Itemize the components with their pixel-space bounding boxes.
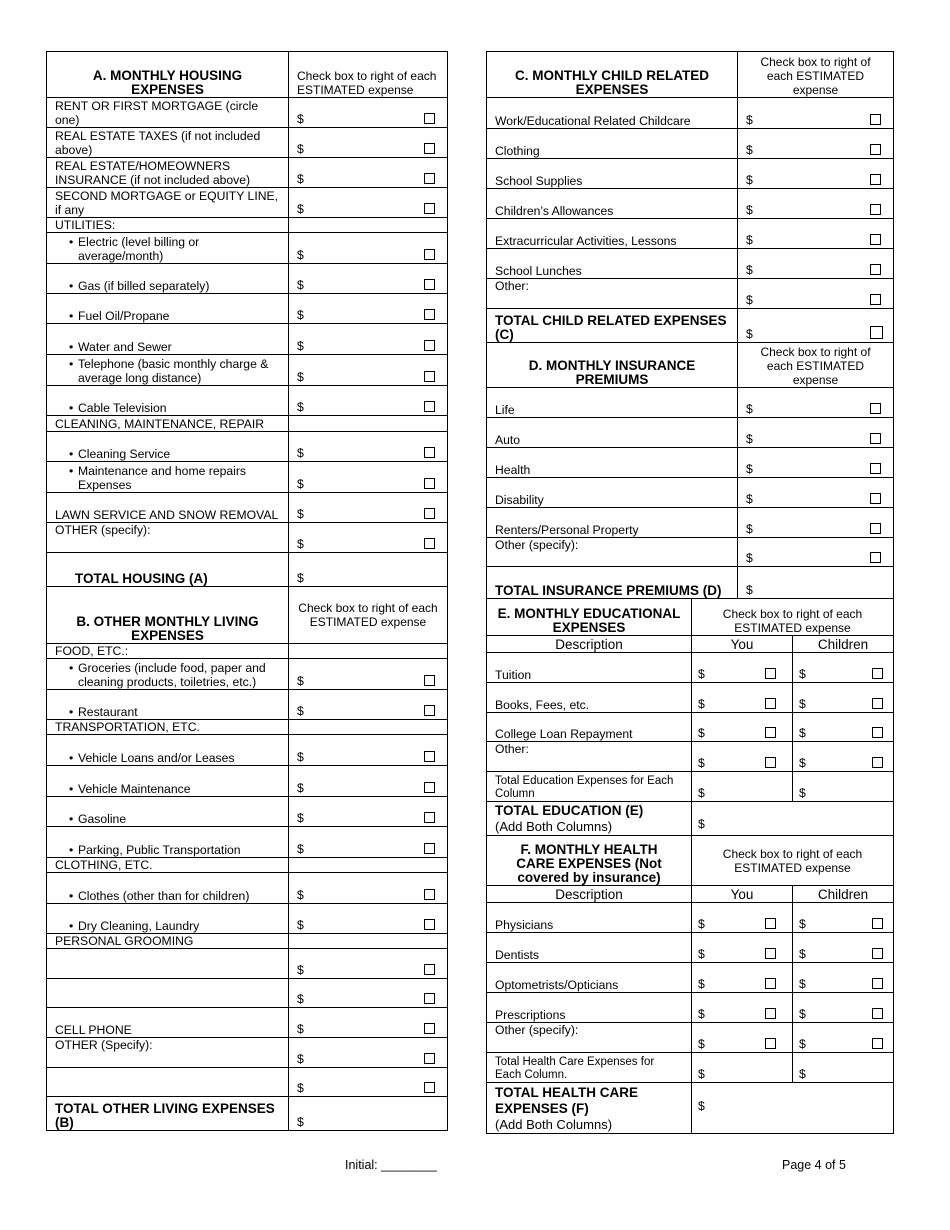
estimate-checkbox[interactable] <box>765 1038 776 1049</box>
estimate-checkbox[interactable] <box>424 371 435 382</box>
amount-children[interactable]: $ <box>793 713 894 742</box>
row-label: Optometrists/Opticians <box>487 963 692 993</box>
amount-cell[interactable]: $ <box>289 324 448 355</box>
amount-cell[interactable]: $ <box>738 98 894 129</box>
row-label: Total Education Expenses for Each Column <box>487 772 692 802</box>
row-label: PERSONAL GROOMING <box>47 934 289 949</box>
section-e-table <box>486 598 894 836</box>
amount-cell[interactable]: $ <box>289 233 448 264</box>
estimate-checkbox[interactable] <box>870 433 881 444</box>
amount-cell[interactable]: $ <box>738 279 894 309</box>
amount-you[interactable]: $ <box>692 993 793 1023</box>
row-label: Work/Educational Related Childcare <box>487 98 738 129</box>
col-children: Children <box>793 886 894 903</box>
estimate-checkbox[interactable] <box>765 978 776 989</box>
row-label: Clothing <box>487 129 738 159</box>
estimate-checkbox[interactable] <box>424 508 435 519</box>
total-child-related: TOTAL CHILD RELATED EXPENSES (C) <box>487 309 738 343</box>
row-label: CELL PHONE <box>47 1008 289 1038</box>
column-total-children[interactable]: $ <box>793 1053 894 1083</box>
estimate-checkbox[interactable] <box>765 1008 776 1019</box>
section-a-table <box>46 51 448 587</box>
row-label: Tuition <box>487 653 692 683</box>
row-label: SECOND MORTGAGE or EQUITY LINE, if any <box>47 188 289 218</box>
amount-children[interactable]: $ <box>793 993 894 1023</box>
amount-cell[interactable]: $ <box>289 1038 448 1068</box>
amount-you[interactable]: $ <box>692 742 793 772</box>
amount-cell[interactable]: $ <box>289 766 448 797</box>
total-health-care: TOTAL HEALTH CARE EXPENSES (F) (Add Both Columns) <box>487 1083 692 1134</box>
amount-cell[interactable]: $ <box>289 462 448 493</box>
estimate-checkbox[interactable] <box>872 918 883 929</box>
row-label: TRANSPORTATION, ETC. <box>47 720 289 735</box>
amount-cell[interactable]: $ <box>289 979 448 1008</box>
estimate-checkbox[interactable] <box>424 249 435 260</box>
row-label: Dentists <box>487 933 692 963</box>
row-label: Auto <box>487 418 738 448</box>
row-label: OTHER (specify): <box>47 523 289 553</box>
amount-children[interactable]: $ <box>793 933 894 963</box>
amount-cell[interactable]: $ <box>289 690 448 720</box>
estimate-checkbox[interactable] <box>870 552 881 563</box>
estimate-checkbox[interactable] <box>765 727 776 738</box>
row-label: • Cable Television <box>47 386 289 416</box>
total-other-living: TOTAL OTHER LIVING EXPENSES (B) <box>47 1097 289 1131</box>
amount-cell[interactable]: $ <box>289 873 448 904</box>
estimate-checkbox[interactable] <box>870 294 881 305</box>
estimate-checkbox[interactable] <box>424 751 435 762</box>
row-label: • Groceries (include food, paper and cleaning products, toiletries, etc.) <box>47 659 289 690</box>
estimate-checkbox[interactable] <box>424 1053 435 1064</box>
row-label <box>47 1068 289 1097</box>
row-label: Extracurricular Activities, Lessons <box>487 219 738 249</box>
col-description: Description <box>487 636 692 653</box>
estimate-checkbox[interactable] <box>870 264 881 275</box>
page-number: Page 4 of 5 <box>782 1158 846 1172</box>
row-label: • Clothes (other than for children) <box>47 873 289 904</box>
estimate-checkbox[interactable] <box>424 173 435 184</box>
estimate-checkbox[interactable] <box>872 1008 883 1019</box>
total-housing: TOTAL HOUSING (A) <box>47 553 289 587</box>
row-label: • Water and Sewer <box>47 324 289 355</box>
row-label: Total Health Care Expenses for Each Column. <box>487 1053 692 1083</box>
amount-cell[interactable]: $ <box>289 355 448 386</box>
total-amount-cell[interactable]: $ <box>738 567 894 599</box>
estimate-checkbox[interactable] <box>872 978 883 989</box>
empty-cell <box>289 934 448 949</box>
total-amount-cell[interactable]: $ <box>692 1083 894 1134</box>
estimate-checkbox[interactable] <box>872 727 883 738</box>
amount-cell[interactable]: $ <box>738 478 894 508</box>
total-amount-cell[interactable]: $ <box>692 802 894 836</box>
estimate-checkbox[interactable] <box>424 143 435 154</box>
estimate-checkbox[interactable] <box>870 523 881 534</box>
col-you: You <box>692 886 793 903</box>
row-label: Children’s Allowances <box>487 189 738 219</box>
estimate-checkbox[interactable] <box>424 919 435 930</box>
row-label: CLOTHING, ETC. <box>47 858 289 873</box>
estimate-checkbox[interactable] <box>424 309 435 320</box>
amount-children[interactable]: $ <box>793 742 894 772</box>
row-label: Life <box>487 388 738 418</box>
row-label: LAWN SERVICE AND SNOW REMOVAL <box>47 493 289 523</box>
section-a-note: Check box to right of each ESTIMATED expense <box>289 52 448 98</box>
row-label <box>47 949 289 979</box>
initial-line[interactable]: Initial: ________ <box>345 1158 437 1172</box>
amount-cell[interactable]: $ <box>738 249 894 279</box>
amount-cell[interactable]: $ <box>289 264 448 294</box>
row-label: Other (specify): <box>487 538 738 567</box>
section-d-table <box>486 342 894 599</box>
estimate-checkbox[interactable] <box>765 918 776 929</box>
estimate-checkbox[interactable] <box>424 964 435 975</box>
estimate-checkbox[interactable] <box>765 948 776 959</box>
row-label: RENT OR FIRST MORTGAGE (circle one) <box>47 98 289 128</box>
amount-cell[interactable]: $ <box>289 949 448 979</box>
amount-cell[interactable]: $ <box>289 188 448 218</box>
row-label: Disability <box>487 478 738 508</box>
estimate-checkbox[interactable] <box>424 538 435 549</box>
amount-cell[interactable]: $ <box>738 508 894 538</box>
total-amount-cell[interactable]: $ <box>289 553 448 587</box>
estimate-checkbox[interactable] <box>872 948 883 959</box>
column-total-you[interactable]: $ <box>692 1053 793 1083</box>
amount-you[interactable]: $ <box>692 683 793 713</box>
estimate-checkbox[interactable] <box>872 757 883 768</box>
section-f-note: Check box to right of each ESTIMATED expense <box>692 836 894 886</box>
amount-cell[interactable]: $ <box>738 219 894 249</box>
estimate-checkbox[interactable] <box>765 757 776 768</box>
estimate-checkbox[interactable] <box>870 326 883 339</box>
row-label: FOOD, ETC.: <box>47 644 289 659</box>
estimate-checkbox[interactable] <box>765 668 776 679</box>
row-label: Other: <box>487 279 738 309</box>
row-label: Renters/Personal Property <box>487 508 738 538</box>
amount-you[interactable]: $ <box>692 933 793 963</box>
estimate-checkbox[interactable] <box>424 113 435 124</box>
row-label: REAL ESTATE TAXES (if not included above) <box>47 128 289 158</box>
estimate-checkbox[interactable] <box>424 279 435 290</box>
row-label: Physicians <box>487 903 692 933</box>
amount-cell[interactable]: $ <box>738 159 894 189</box>
amount-you[interactable]: $ <box>692 1023 793 1053</box>
total-amount-cell[interactable]: $ <box>738 309 894 343</box>
section-a-title: A. MONTHLY HOUSING EXPENSES <box>47 52 289 98</box>
empty-cell <box>289 644 448 659</box>
estimate-checkbox[interactable] <box>424 843 435 854</box>
estimate-checkbox[interactable] <box>424 447 435 458</box>
row-label: • Telephone (basic monthly charge & average long distance) <box>47 355 289 386</box>
right-column <box>486 51 894 1134</box>
amount-cell[interactable]: $ <box>289 294 448 324</box>
amount-cell[interactable]: $ <box>289 1008 448 1038</box>
total-insurance: TOTAL INSURANCE PREMIUMS (D) <box>487 567 738 599</box>
total-amount-cell[interactable]: $ <box>289 1097 448 1131</box>
amount-you[interactable]: $ <box>692 963 793 993</box>
amount-cell[interactable]: $ <box>289 386 448 416</box>
col-you: You <box>692 636 793 653</box>
section-b-title: B. OTHER MONTHLY LIVING EXPENSES <box>47 587 289 644</box>
empty-cell <box>289 858 448 873</box>
row-label: OTHER (Specify): <box>47 1038 289 1068</box>
estimate-checkbox[interactable] <box>870 234 881 245</box>
row-label: Health <box>487 448 738 478</box>
amount-you[interactable]: $ <box>692 903 793 933</box>
section-b-table <box>46 586 448 1131</box>
amount-children[interactable]: $ <box>793 903 894 933</box>
section-f-title: F. MONTHLY HEALTH CARE EXPENSES (Not covered by insurance) <box>487 836 692 886</box>
empty-cell <box>289 218 448 233</box>
amount-cell[interactable]: $ <box>289 735 448 766</box>
estimate-checkbox[interactable] <box>870 144 881 155</box>
estimate-checkbox[interactable] <box>870 114 881 125</box>
row-label: • Gasoline <box>47 797 289 827</box>
estimate-checkbox[interactable] <box>870 463 881 474</box>
estimate-checkbox[interactable] <box>872 668 883 679</box>
amount-cell[interactable]: $ <box>738 189 894 219</box>
estimate-checkbox[interactable] <box>765 698 776 709</box>
row-label: • Cleaning Service <box>47 432 289 462</box>
section-d-title: D. MONTHLY INSURANCE PREMIUMS <box>487 343 738 388</box>
row-label: College Loan Repayment <box>487 713 692 742</box>
amount-cell[interactable]: $ <box>289 827 448 858</box>
amount-cell[interactable]: $ <box>738 129 894 159</box>
row-label: CLEANING, MAINTENANCE, REPAIR <box>47 416 289 432</box>
estimate-checkbox[interactable] <box>872 1038 883 1049</box>
amount-cell[interactable]: $ <box>738 418 894 448</box>
amount-children[interactable]: $ <box>793 1023 894 1053</box>
col-children: Children <box>793 636 894 653</box>
estimate-checkbox[interactable] <box>424 203 435 214</box>
left-column <box>46 51 448 1131</box>
empty-cell <box>289 416 448 432</box>
row-label: Prescriptions <box>487 993 692 1023</box>
estimate-checkbox[interactable] <box>870 204 881 215</box>
section-e-title: E. MONTHLY EDUCATIONAL EXPENSES <box>487 599 692 636</box>
row-label: REAL ESTATE/HOMEOWNERS INSURANCE (if not included above) <box>47 158 289 188</box>
amount-children[interactable]: $ <box>793 683 894 713</box>
col-description: Description <box>487 886 692 903</box>
amount-cell[interactable]: $ <box>289 432 448 462</box>
amount-children[interactable]: $ <box>793 653 894 683</box>
section-c-title: C. MONTHLY CHILD RELATED EXPENSES <box>487 52 738 98</box>
amount-cell[interactable]: $ <box>289 98 448 128</box>
section-b-note: Check box to right of each ESTIMATED expense <box>289 587 448 644</box>
row-label <box>47 979 289 1008</box>
estimate-checkbox[interactable] <box>424 993 435 1004</box>
estimate-checkbox[interactable] <box>424 705 435 716</box>
amount-cell[interactable]: $ <box>289 493 448 523</box>
estimate-checkbox[interactable] <box>424 478 435 489</box>
section-e-note: Check box to right of each ESTIMATED expense <box>692 599 894 636</box>
row-label: School Lunches <box>487 249 738 279</box>
row-label: UTILITIES: <box>47 218 289 233</box>
row-label: • Electric (level billing or average/month) <box>47 233 289 264</box>
amount-cell[interactable]: $ <box>289 523 448 553</box>
amount-cell[interactable]: $ <box>738 448 894 478</box>
amount-cell[interactable]: $ <box>289 158 448 188</box>
estimate-checkbox[interactable] <box>424 782 435 793</box>
row-label: School Supplies <box>487 159 738 189</box>
empty-cell <box>289 720 448 735</box>
amount-cell[interactable]: $ <box>289 797 448 827</box>
row-label: • Restaurant <box>47 690 289 720</box>
column-total-you[interactable]: $ <box>692 772 793 802</box>
amount-cell[interactable]: $ <box>289 1068 448 1097</box>
section-c-table <box>486 51 894 343</box>
row-label: Other (specify): <box>487 1023 692 1053</box>
amount-cell[interactable]: $ <box>738 538 894 567</box>
section-d-note: Check box to right of each ESTIMATED expense <box>738 343 894 388</box>
amount-cell[interactable]: $ <box>289 904 448 934</box>
estimate-checkbox[interactable] <box>870 174 881 185</box>
estimate-checkbox[interactable] <box>870 403 881 414</box>
column-total-children[interactable]: $ <box>793 772 894 802</box>
amount-cell[interactable]: $ <box>289 659 448 690</box>
estimate-checkbox[interactable] <box>870 493 881 504</box>
estimate-checkbox[interactable] <box>424 812 435 823</box>
row-label: • Vehicle Loans and/or Leases <box>47 735 289 766</box>
estimate-checkbox[interactable] <box>424 889 435 900</box>
estimate-checkbox[interactable] <box>424 1023 435 1034</box>
section-f-table <box>486 835 894 1134</box>
row-label: Other: <box>487 742 692 772</box>
amount-cell[interactable]: $ <box>289 128 448 158</box>
amount-you[interactable]: $ <box>692 653 793 683</box>
amount-cell[interactable]: $ <box>738 388 894 418</box>
estimate-checkbox[interactable] <box>424 340 435 351</box>
amount-children[interactable]: $ <box>793 963 894 993</box>
estimate-checkbox[interactable] <box>424 1082 435 1093</box>
amount-you[interactable]: $ <box>692 713 793 742</box>
row-label: Books, Fees, etc. <box>487 683 692 713</box>
estimate-checkbox[interactable] <box>424 401 435 412</box>
row-label: • Dry Cleaning, Laundry <box>47 904 289 934</box>
row-label: • Parking, Public Transportation <box>47 827 289 858</box>
row-label: • Maintenance and home repairs Expenses <box>47 462 289 493</box>
section-c-note: Check box to right of each ESTIMATED expense <box>738 52 894 98</box>
estimate-checkbox[interactable] <box>872 698 883 709</box>
row-label: • Fuel Oil/Propane <box>47 294 289 324</box>
total-education: TOTAL EDUCATION (E) (Add Both Columns) <box>487 802 692 836</box>
estimate-checkbox[interactable] <box>424 675 435 686</box>
row-label: • Gas (if billed separately) <box>47 264 289 294</box>
row-label: • Vehicle Maintenance <box>47 766 289 797</box>
